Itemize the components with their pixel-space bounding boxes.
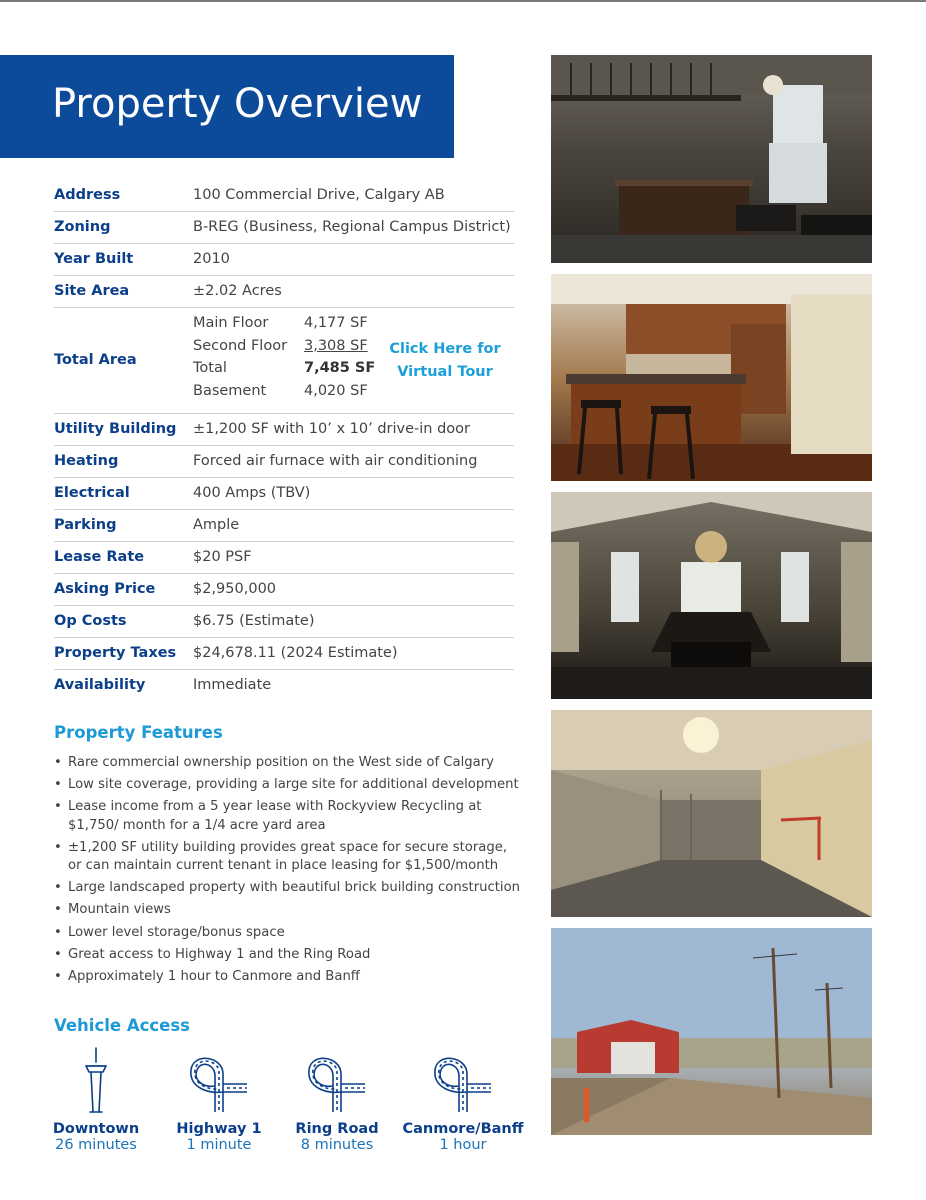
area-value: 7,485 SF xyxy=(304,360,376,377)
calgary-tower-icon xyxy=(76,1046,116,1116)
property-features-list xyxy=(54,754,524,990)
spec-row-year-built xyxy=(54,244,514,276)
spec-row-lease-rate xyxy=(54,542,514,574)
boardroom-photo xyxy=(551,492,872,699)
spec-label: Op Costs xyxy=(54,613,127,629)
spec-row-electrical xyxy=(54,478,514,510)
spec-label: Availability xyxy=(54,677,146,693)
spec-label: Year Built xyxy=(54,251,134,267)
access-name: Ring Road xyxy=(295,1121,379,1137)
feature-item: • Mountain views xyxy=(54,901,524,919)
spec-value: ±1,200 SF with 10’ x 10’ drive-in door xyxy=(193,421,470,437)
spec-row-address xyxy=(54,180,514,212)
spec-label: Total Area xyxy=(54,352,137,368)
spec-row-utility-building xyxy=(54,414,514,446)
feature-item: • Lease income from a 5 year lease with Rockyview Recycling at $1,750/ month for a 1/4 acre yard area xyxy=(54,798,524,834)
spec-value: $20 PSF xyxy=(193,549,252,565)
page-title: Property Overview xyxy=(52,81,423,127)
highway-interchange-icon xyxy=(305,1046,369,1116)
spec-label: Parking xyxy=(54,517,117,533)
highway-interchange-icon xyxy=(187,1046,251,1116)
feature-item: • Great access to Highway 1 and the Ring Road xyxy=(54,946,524,964)
spec-label: Electrical xyxy=(54,485,130,501)
spec-label: Asking Price xyxy=(54,581,156,597)
area-label: Basement xyxy=(193,382,267,399)
spec-row-site-area xyxy=(54,276,514,308)
spec-label: Property Taxes xyxy=(54,645,177,661)
spec-value: 400 Amps (TBV) xyxy=(193,485,311,501)
virtual-tour-link[interactable] xyxy=(387,338,503,383)
spec-row-total-area xyxy=(54,308,514,414)
spec-label: Utility Building xyxy=(54,421,177,437)
spec-value: Forced air furnace with air conditioning xyxy=(193,453,478,469)
spec-value: $24,678.11 (2024 Estimate) xyxy=(193,645,398,661)
area-label: Main Floor xyxy=(193,315,269,331)
spec-row-heating xyxy=(54,446,514,478)
top-rule xyxy=(0,0,926,2)
area-label: Total xyxy=(193,360,227,377)
spec-label: Site Area xyxy=(54,283,130,299)
spec-label: Lease Rate xyxy=(54,549,145,565)
access-time: 1 minute xyxy=(186,1137,252,1153)
area-label: Second Floor xyxy=(193,337,288,354)
feature-item: • Low site coverage, providing a large site for additional development xyxy=(54,776,524,794)
highway-interchange-icon xyxy=(431,1046,495,1116)
feature-item: • Rare commercial ownership position on the West side of Calgary xyxy=(54,754,524,772)
feature-item: • ±1,200 SF utility building provides great space for secure storage, or can maintain current tenant in place leasing for $1,500/month xyxy=(54,839,524,875)
spec-row-parking xyxy=(54,510,514,542)
access-downtown xyxy=(26,1046,166,1153)
access-name: Canmore/Banff xyxy=(402,1121,524,1137)
spec-value: ±2.02 Acres xyxy=(193,283,282,299)
feature-item: • Approximately 1 hour to Canmore and Banff xyxy=(54,968,524,986)
access-time: 26 minutes xyxy=(55,1137,137,1153)
area-value: 4,020 SF xyxy=(304,382,368,399)
spec-value: B-REG (Business, Regional Campus District) xyxy=(193,219,511,235)
access-canmore-banff xyxy=(393,1046,533,1153)
spec-row-availability xyxy=(54,670,514,702)
access-time: 8 minutes xyxy=(300,1137,374,1153)
spec-value: $6.75 (Estimate) xyxy=(193,613,315,629)
spec-row-op-costs xyxy=(54,606,514,638)
spec-label: Heating xyxy=(54,453,119,469)
vehicle-access-heading: Vehicle Access xyxy=(54,1016,190,1035)
spec-row-zoning xyxy=(54,212,514,244)
lobby-photo xyxy=(551,55,872,263)
spec-value: 100 Commercial Drive, Calgary AB xyxy=(193,187,445,203)
spec-label: Address xyxy=(54,187,121,203)
property-spec-table xyxy=(54,180,514,702)
access-name: Downtown xyxy=(52,1121,140,1137)
feature-item: • Large landscaped property with beautiful brick building construction xyxy=(54,879,524,897)
access-ring-road xyxy=(267,1046,407,1153)
area-value: 3,308 SF xyxy=(304,337,368,354)
access-name: Highway 1 xyxy=(176,1121,262,1137)
access-time: 1 hour xyxy=(439,1137,487,1153)
spec-row-asking-price xyxy=(54,574,514,606)
spec-value: Immediate xyxy=(193,677,272,693)
property-features-heading: Property Features xyxy=(54,723,223,742)
kitchen-photo xyxy=(551,274,872,481)
virtual-tour-link-line1: Click Here for xyxy=(389,341,501,357)
virtual-tour-link-line2: Virtual Tour xyxy=(397,363,493,380)
title-band xyxy=(0,55,454,158)
spec-value: 2010 xyxy=(193,251,230,267)
utility-building-photo xyxy=(551,928,872,1135)
spec-row-property-taxes xyxy=(54,638,514,670)
basement-photo xyxy=(551,710,872,917)
area-value: 4,177 SF xyxy=(304,315,368,331)
spec-label: Zoning xyxy=(54,219,111,235)
spec-value: $2,950,000 xyxy=(193,581,277,597)
spec-value: Ample xyxy=(193,517,240,533)
feature-item: • Lower level storage/bonus space xyxy=(54,924,524,942)
